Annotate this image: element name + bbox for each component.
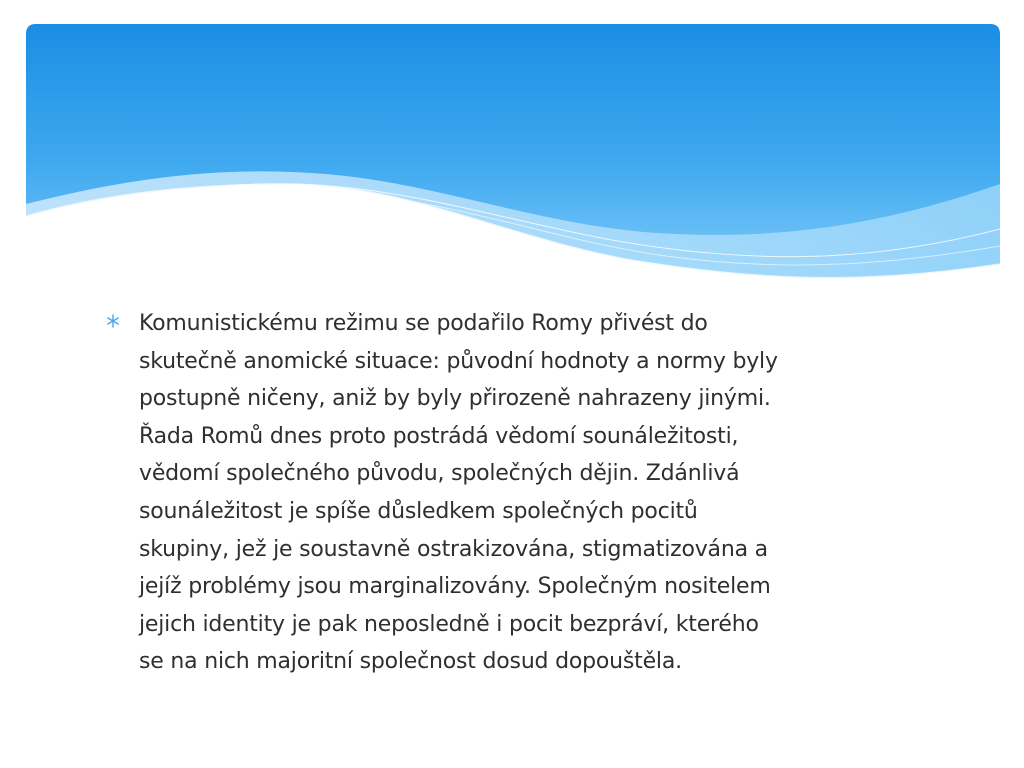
text-line: se na nich majoritní společnost dosud dopouštěla. xyxy=(139,649,682,675)
text-line: skutečně anomické situace: původní hodnoty a normy byly xyxy=(139,348,778,374)
text-line: vědomí společného původu, společných dějin. Zdánlivá xyxy=(139,461,740,487)
text-line: sounáležitost je spíše důsledkem společných pocitů xyxy=(139,498,698,524)
text-line: skupiny, jež je soustavně ostrakizována, stigmatizována a xyxy=(139,536,768,562)
text-line: postupně ničeny, aniž by byly přirozeně nahrazeny jinými. xyxy=(139,386,771,412)
text-line: jejich identity je pak neposledně i pocit bezpráví, kterého xyxy=(139,611,759,637)
header-wave-banner xyxy=(26,24,1000,286)
slide-content xyxy=(105,305,925,681)
text-line: jejíž problémy jsou marginalizovány. Společným nositelem xyxy=(139,574,771,600)
bullet-text xyxy=(139,305,925,681)
text-line: Komunistickému režimu se podařilo Romy přivést do xyxy=(139,311,708,336)
asterisk-icon xyxy=(105,313,121,329)
bullet-item xyxy=(105,305,925,681)
text-line: Řada Romů dnes proto postrádá vědomí sounáležitosti, xyxy=(139,423,739,449)
